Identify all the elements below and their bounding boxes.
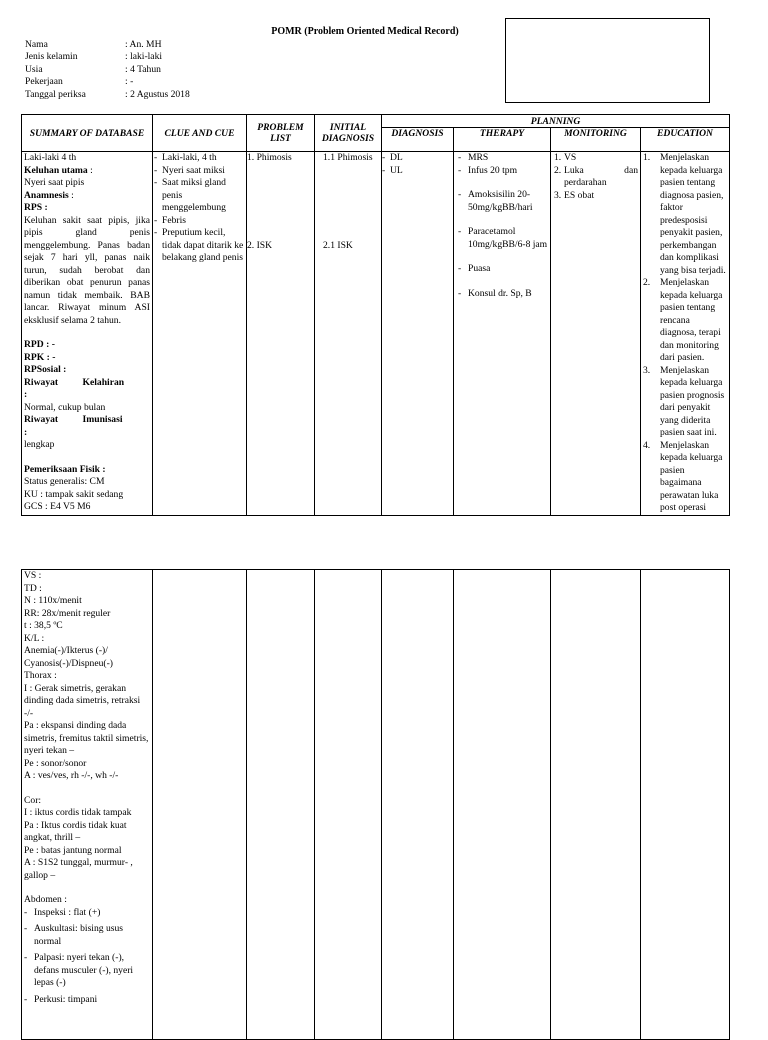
patient-row-jenis-kelamin: [25, 51, 190, 63]
item-number: 3.: [643, 364, 651, 376]
patient-label: Nama: [25, 39, 48, 50]
empty-cell: [315, 570, 382, 1040]
gcs-text: GCS : E4 V5 M6: [24, 501, 91, 512]
item-number: 1.: [554, 152, 562, 163]
rps-text: Keluhan sakit saat pipis, jika pipis gland penis menggelembung. Panas badan sejak 7 hari yll, panas naik turun, sudah berobat dan diberikan obat penurun panas namun tidak membaik. BAB lancar. Riwayat minum ASI eksklusif selama 2 tahun.: [24, 214, 150, 326]
diagnosis-cell: [382, 152, 454, 516]
rps-label: RPS :: [24, 202, 48, 213]
keluhan-label: Keluhan utama: [24, 164, 88, 176]
patient-row-usia: [25, 64, 190, 76]
fisik-label: Pemeriksaan Fisik :: [24, 463, 106, 475]
patient-info: [25, 39, 190, 101]
item-text: Menjelaskan kepada keluarga pasien bagaimana perawatan luka post operasi: [660, 439, 723, 513]
clue-cell: [153, 152, 247, 516]
anamnesis-label: Anamnesis: [24, 189, 69, 201]
header-summary: SUMMARY OF DATABASE: [22, 115, 153, 152]
patient-value: : 2 Agustus 2018: [125, 88, 190, 100]
patient-row-tanggal: [25, 89, 190, 101]
exam-line: TD :: [24, 582, 42, 594]
item-text: Menjelaskan kepada keluarga pasien prognosis dari penyakit yang diderita pasien saat ini.: [660, 364, 725, 438]
patient-value: : 4 Tahun: [125, 63, 161, 75]
education-item: [643, 440, 727, 515]
document-title: POMR (Problem Oriented Medical Record): [271, 26, 459, 37]
item-text: ES obat: [564, 189, 595, 201]
exam-line: Pe : sonor/sonor: [24, 757, 87, 769]
abdomen-label: Abdomen :: [24, 894, 67, 905]
clue-item: - Nyeri saat miksi: [154, 165, 244, 178]
patient-value: : laki-laki: [125, 51, 163, 63]
monitoring-item: [554, 152, 638, 165]
therapy-item: - Puasa: [458, 263, 548, 276]
item-text: Luka dan perdarahan: [564, 164, 638, 188]
item-number: 4.: [643, 439, 651, 451]
patient-label: Tanggal periksa: [25, 88, 86, 100]
summary-cell: [22, 152, 153, 516]
status-text: Status generalis: CM: [24, 476, 105, 487]
exam-line: t : 38,5 ºC: [24, 620, 63, 631]
colon: :: [87, 164, 93, 176]
item-number: 3.: [554, 189, 562, 201]
exam-line: Pa : Iktus cordis tidak kuat angkat, thrill –: [24, 819, 127, 843]
exam-line: Pe : batas jantung normal: [24, 844, 122, 856]
colon: :: [68, 189, 74, 201]
patient-value: : -: [125, 76, 134, 88]
keluhan-text: Nyeri saat pipis: [24, 177, 85, 188]
item-number: 1.: [643, 152, 651, 163]
empty-cell: [247, 570, 315, 1040]
item-number: 2.: [554, 164, 562, 176]
examination-cell: [22, 570, 153, 1040]
empty-cell: [454, 570, 551, 1040]
monitoring-item: [554, 165, 638, 190]
header-clue: CLUE AND CUE: [153, 115, 247, 152]
patient-value: : An. MH: [125, 39, 162, 50]
clue-item: - Preputium kecil, tidak dapat ditarik ke belakang gland penis: [154, 227, 244, 265]
exam-line: N : 110x/menit: [24, 595, 82, 606]
header-therapy: THERAPY: [454, 128, 551, 152]
exam-line: Pa : ekspansi dinding dada simetris, fremitus taktil simetris, nyeri tekan –: [24, 720, 149, 756]
header-planning: PLANNING: [382, 115, 730, 128]
patient-label: Pekerjaan: [25, 76, 63, 88]
initial-cell: [315, 152, 382, 516]
patient-row-nama: [25, 39, 190, 51]
rpd-label: RPD : -: [24, 339, 55, 350]
therapy-item: - Konsul dr. Sp, B: [458, 288, 548, 301]
imunisasi-label: Riwayat Imunisasi :: [24, 414, 123, 438]
item-text: Menjelaskan kepada keluarga pasien tentang diagnosa pasien, faktor predesposisi penyakit pasien, perkembangan dan komplikasi yang bisa terjadi.: [660, 152, 726, 276]
exam-line: Cor:: [24, 794, 42, 806]
empty-cell: [551, 570, 641, 1040]
patient-label: Usia: [25, 63, 43, 75]
education-item: [643, 152, 727, 277]
summary-line: Laki-laki 4 th: [24, 152, 77, 163]
header-problem: PROBLEM LIST: [247, 115, 315, 152]
education-cell: [641, 152, 730, 516]
initial-item: 2.1 ISK: [323, 239, 353, 251]
empty-cell: [382, 570, 454, 1040]
exam-line: Thorax :: [24, 670, 57, 681]
ku-text: KU : tampak sakit sedang: [24, 488, 124, 500]
header-education: EDUCATION: [641, 128, 730, 152]
diagnosis-item: - UL: [382, 165, 451, 178]
education-item: [643, 277, 727, 365]
header-initial: INITIAL DIAGNOSIS: [315, 115, 382, 152]
clue-item: - Saat miksi gland penis menggelembung: [154, 177, 244, 215]
exam-line: A : ves/ves, rh -/-, wh -/-: [24, 770, 119, 781]
problem-item: 1. Phimosis: [247, 152, 292, 163]
kelahiran-text: Normal, cukup bulan: [24, 401, 106, 413]
abdomen-item: - Perkusi: timpani: [22, 994, 150, 1007]
exam-line: I : iktus cordis tidak tampak: [24, 807, 132, 818]
exam-line: A : S1S2 tunggal, murmur- , gallop –: [24, 857, 133, 881]
therapy-item: - Paracetamol 10mg/kgBB/6-8 jam: [458, 226, 548, 251]
monitoring-item: [554, 190, 638, 203]
problem-item: 2. ISK: [247, 239, 273, 251]
education-item: [643, 365, 727, 440]
therapy-item: - Infus 20 tpm: [458, 165, 548, 178]
therapy-cell: [454, 152, 551, 516]
exam-line: Anemia(-)/Ikterus (-)/ Cyanosis(-)/Dispneu(-): [24, 645, 113, 669]
therapy-item: - Amoksisilin 20-50mg/kgBB/hari: [458, 189, 548, 214]
header-monitoring: MONITORING: [551, 128, 641, 152]
empty-cell: [641, 570, 730, 1040]
item-text: VS: [564, 152, 577, 163]
pomr-table: [21, 114, 730, 516]
header-diagnosis: DIAGNOSIS: [382, 128, 454, 152]
clue-item: - Febris: [154, 215, 244, 228]
item-number: 2.: [643, 277, 651, 288]
rpk-label: RPK : -: [24, 351, 56, 363]
exam-line: VS :: [24, 570, 42, 581]
abdomen-item: - Palpasi: nyeri tekan (-), defans musculer (-), nyeri lepas (-): [22, 952, 150, 990]
exam-line: K/L :: [24, 632, 45, 644]
problem-cell: [247, 152, 315, 516]
abdomen-item: - Inspeksi : flat (+): [22, 907, 150, 920]
item-text: Menjelaskan kepada keluarga pasien tentang rencana diagnosa, terapi dan monitoring dari pasien.: [660, 277, 723, 363]
rpsosial-label: RPSosial :: [24, 364, 67, 375]
clue-item: - Laki-laki, 4 th: [154, 152, 244, 165]
stamp-box: [505, 18, 710, 103]
therapy-item: - MRS: [458, 152, 548, 165]
pomr-table-continued: [21, 569, 730, 1040]
kelahiran-label: Riwayat Kelahiran :: [24, 376, 125, 400]
empty-cell: [153, 570, 247, 1040]
monitoring-cell: [551, 152, 641, 516]
imunisasi-text: lengkap: [24, 439, 55, 450]
exam-line: RR: 28x/menit reguler: [24, 607, 111, 619]
exam-line: I : Gerak simetris, gerakan dinding dada simetris, retraksi -/-: [24, 682, 141, 719]
patient-label: Jenis kelamin: [25, 51, 78, 63]
abdomen-item: - Auskultasi: bising usus normal: [22, 923, 150, 948]
initial-item: 1.1 Phimosis: [323, 152, 373, 163]
patient-row-pekerjaan: [25, 76, 190, 88]
diagnosis-item: - DL: [382, 152, 451, 165]
